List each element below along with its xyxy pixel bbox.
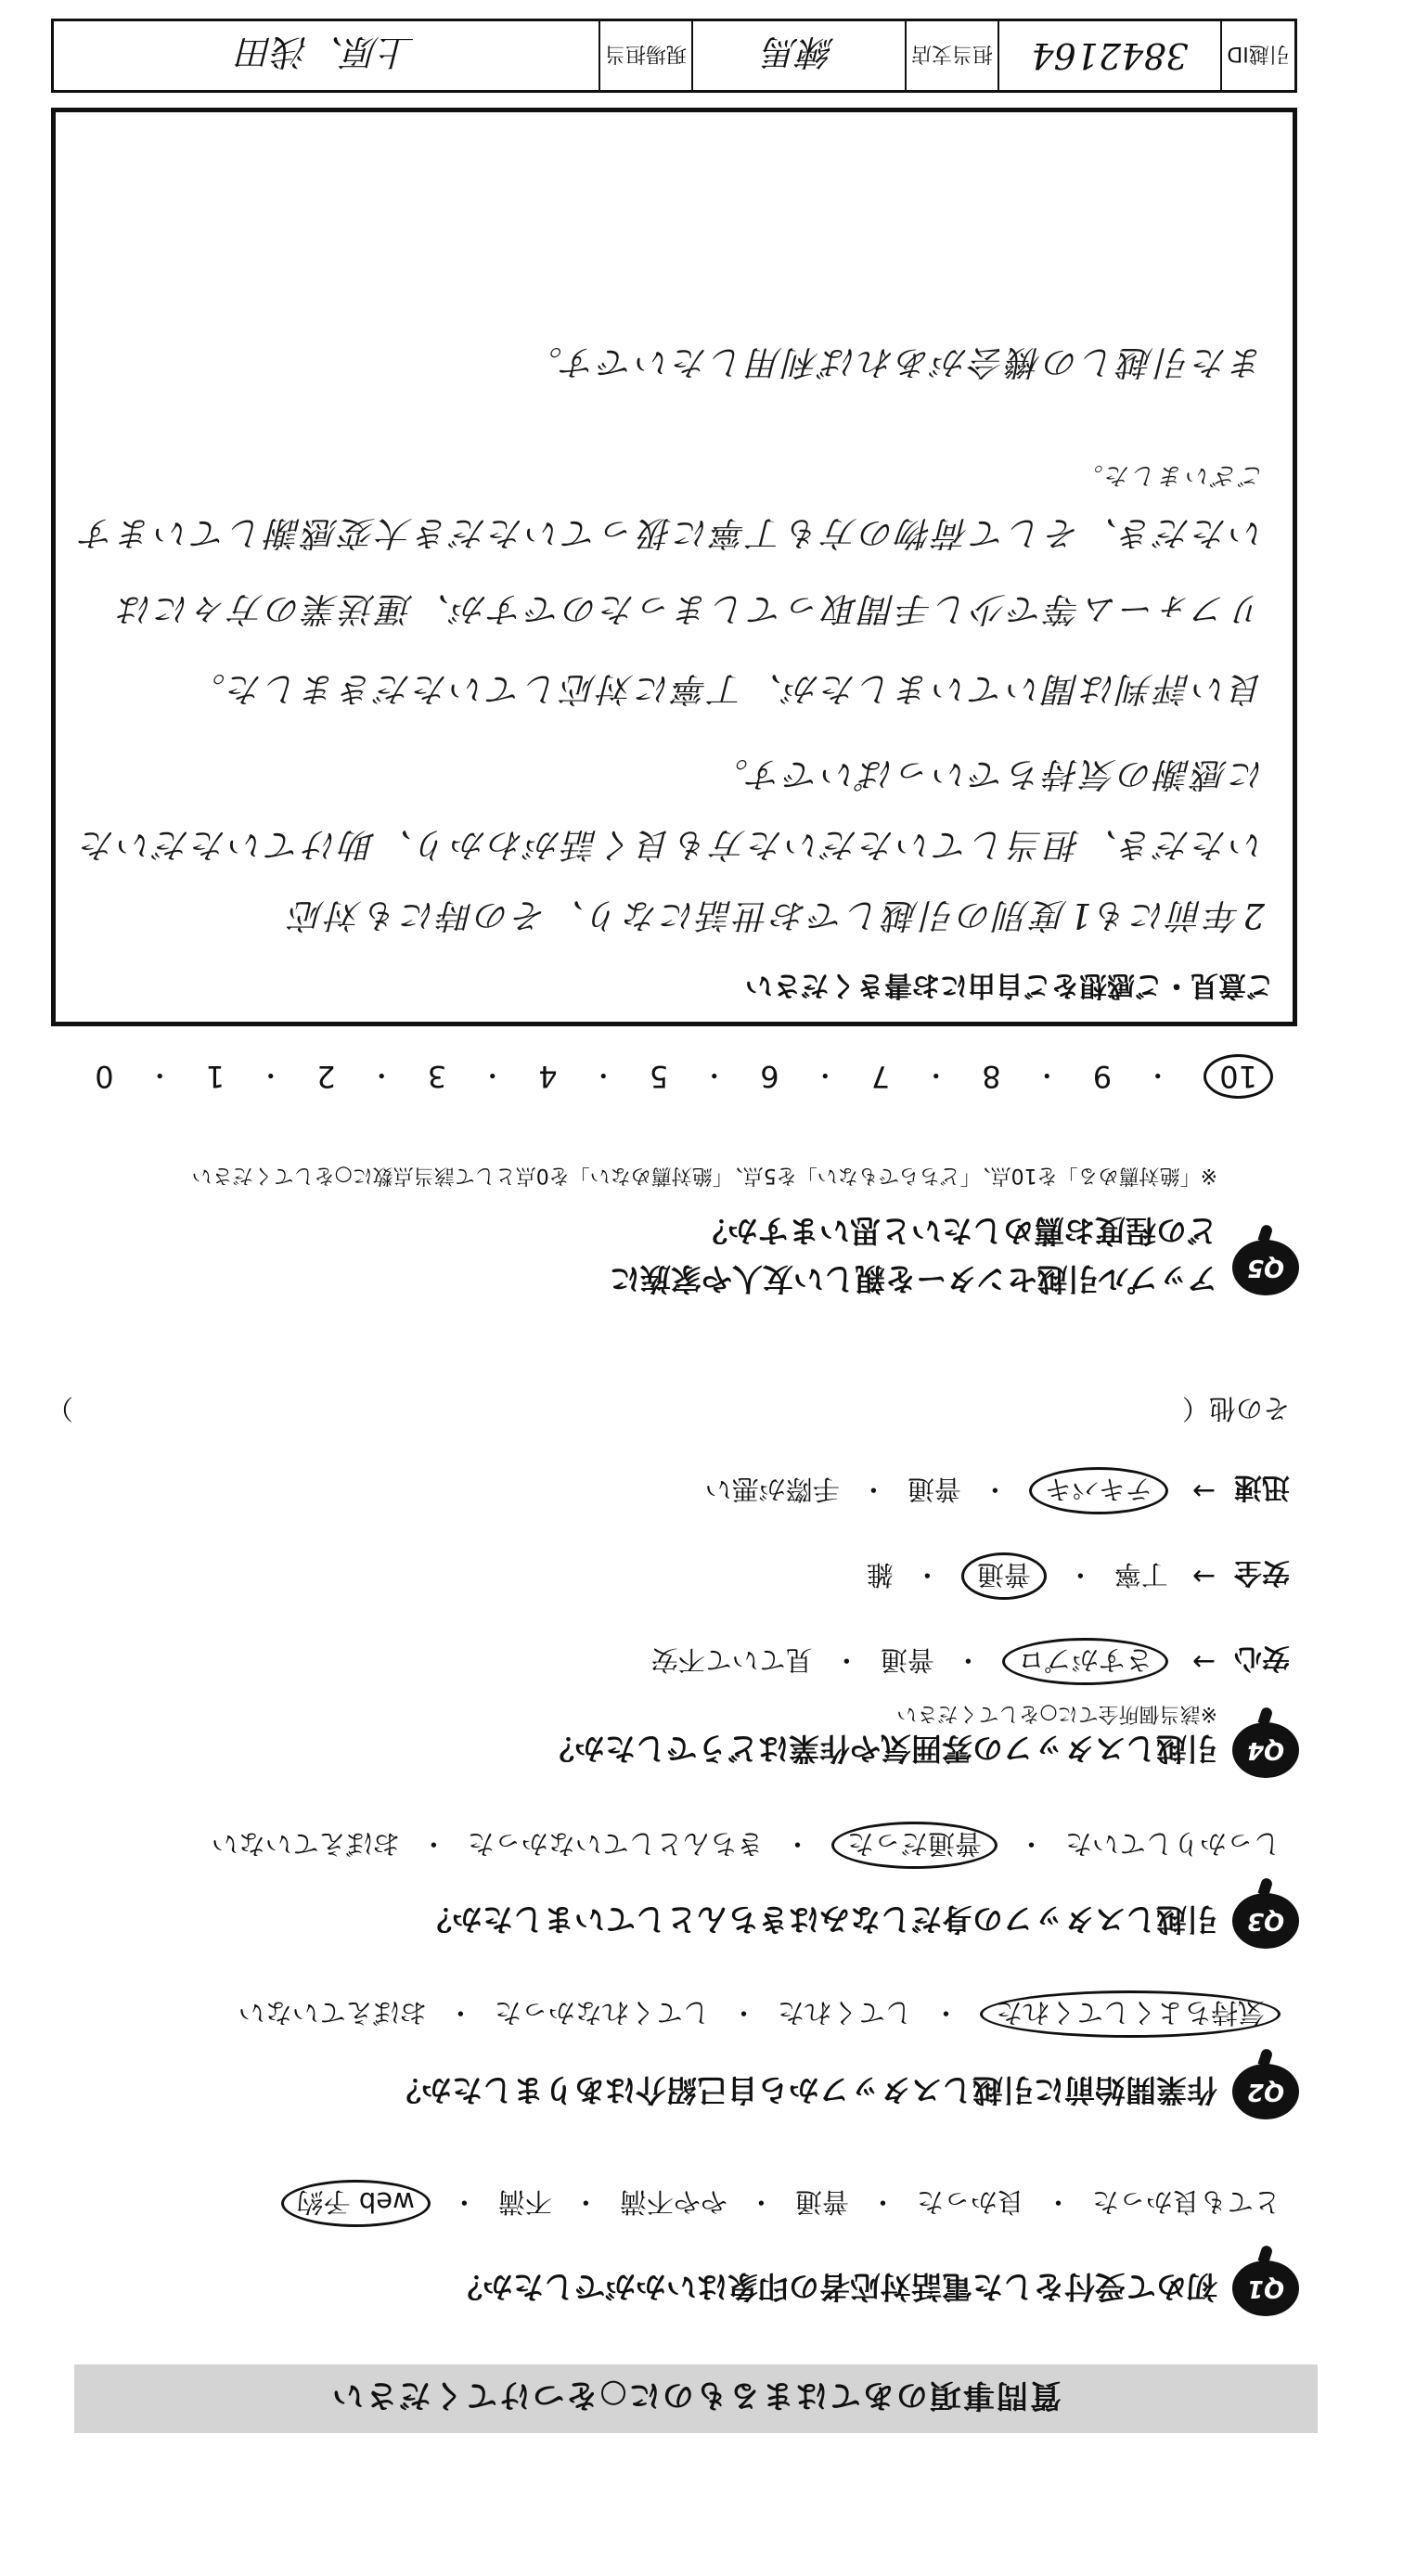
q3-question: 引越しスタッフの身だしなみはきちんとしていましたか？: [421, 1901, 1217, 1938]
q5-score: 3: [427, 1059, 447, 1094]
comment-line: リフォーム等で少し手間取ってしまったのですが、運送業の方々には: [115, 589, 1265, 629]
id-value-cell: 3842164: [998, 21, 1220, 90]
arrow-right-icon: →: [1191, 1645, 1216, 1678]
q1-question: 初めて受付をした電話対応者の印象はいかがでしたか？: [452, 2269, 1217, 2305]
q3-option: しっかりしていた: [1064, 1828, 1281, 1860]
q3-option: おぼえていない: [211, 1828, 400, 1860]
q2-option: してくれた: [777, 1997, 912, 2029]
comment-line: に感謝の気持ちでいっぱいです。: [711, 754, 1265, 794]
q2-options: 気持ちよくしてくれた ・ してくれた ・ してくれなかった ・ おぼえていない: [238, 1990, 1281, 2038]
q1-option: 普通: [794, 2186, 849, 2218]
comments-box: [51, 108, 1297, 1026]
q2-option: してくれなかった: [494, 1997, 710, 2029]
q1-option: やや不満: [619, 2186, 727, 2218]
q5-score: 6: [760, 1059, 779, 1094]
q4-note: ※該当個所全てに○をしてください: [896, 1702, 1217, 1725]
q1-badge: Q1: [1232, 2260, 1299, 2316]
q4-option: 見ていて不安: [650, 1644, 813, 1676]
q2-question: 作業開始前に引越しスタッフから自己紹介はありましたか？: [391, 2072, 1217, 2108]
q1-option-selected: web 予約: [281, 2180, 431, 2227]
q5-score: 5: [649, 1059, 669, 1094]
comments-label: ご意見・ご感想をご自由にお書きください: [745, 969, 1274, 1001]
q4-row-label: 安心: [1234, 1642, 1290, 1675]
q4-option-selected: 普通: [961, 1552, 1047, 1600]
arrow-right-icon: →: [1191, 1475, 1216, 1507]
q2-option-selected: 気持ちよくしてくれた: [980, 1990, 1281, 2038]
q4-badge: Q4: [1232, 1722, 1299, 1778]
q5-score: 8: [982, 1059, 1001, 1094]
q4-other: [46, 1391, 1290, 1429]
q2-option: おぼえていない: [238, 1997, 427, 2029]
branch-value-cell: 練馬: [691, 21, 905, 90]
q4-row-label: 迅速: [1234, 1471, 1290, 1504]
q5-score: 2: [316, 1059, 336, 1094]
q5-score-selected: 10: [1203, 1054, 1273, 1099]
q4-question: 引越しスタッフの雰囲気や作業はどうでしたか？: [544, 1731, 1217, 1767]
q5-score: 4: [538, 1059, 558, 1094]
q4-option: 普通: [880, 1644, 934, 1676]
comment-line: また引越しの機会があれば利用したいです。: [524, 342, 1265, 382]
survey-header: [74, 2364, 1318, 2433]
id-label-cell: 引越ID: [1220, 21, 1294, 90]
q1-option: 良かった: [916, 2186, 1024, 2218]
survey-header-title: 質問事項のあてはまるものに○をつけてください: [330, 2376, 1062, 2415]
q5-badge: Q5: [1232, 1240, 1299, 1295]
arrow-right-icon: →: [1191, 1560, 1216, 1592]
q4-row-label: 安全: [1234, 1556, 1290, 1590]
q4-row-anzen: 安全 → 丁寧 ・ 普通 ・ 雑: [867, 1552, 1290, 1600]
q4-row-jinsoku: 迅速 → テキパキ ・ 普通 ・ 手際が悪い: [705, 1467, 1290, 1514]
q4-other-close: ）: [46, 1393, 74, 1424]
q5-note: ※「絶対薦める」を10点、「どちらでもない」を5点、「絶対薦めない」を0点として該当点数に○をしてください: [191, 1164, 1217, 1187]
q3-option: きちんとしていなかった: [467, 1828, 764, 1860]
q3-option-selected: 普通だった: [831, 1822, 998, 1869]
q4-other-label: その他（: [1181, 1393, 1290, 1424]
comment-line: いただき、そして荷物の方も丁寧に扱っていただき大変感謝しています: [78, 513, 1265, 553]
q5-score: 0: [95, 1059, 114, 1094]
leader-value-cell: 上原、浅田: [238, 32, 415, 73]
q5-score: 9: [1092, 1059, 1113, 1094]
q2-badge: Q2: [1232, 2064, 1299, 2119]
q5-question-line2: どの程度お薦めしたいと思いますか？: [697, 1213, 1217, 1249]
q5-scale: 10 ・ 9 ・ 8 ・ 7 ・ 6 ・ 5 ・ 4 ・ 3 ・ 2 ・ 1 ・ 0: [95, 1054, 1273, 1099]
q3-badge: Q3: [1232, 1893, 1299, 1949]
q4-option: 手際が悪い: [704, 1474, 840, 1505]
q1-option: とても良かった: [1091, 2186, 1281, 2218]
q4-option: 丁寧: [1113, 1559, 1168, 1591]
q4-row-anshin: 安心 → さすがプロ ・ 普通 ・ 見ていて不安: [651, 1638, 1290, 1685]
q5-score: 1: [205, 1059, 225, 1094]
q4-option: 普通: [907, 1474, 961, 1505]
q5-score: 7: [870, 1059, 891, 1094]
q4-option-selected: テキパキ: [1029, 1467, 1168, 1514]
comment-line: 2年前にも1度別の引越しでお世話になり、その時にも対応: [287, 895, 1265, 935]
q4-option-selected: さすがプロ: [1002, 1638, 1168, 1685]
q4-option: 雑: [866, 1559, 894, 1591]
comment-line: ございました。: [1075, 461, 1265, 489]
comment-line: 良い評判は聞いていましたが、丁寧に対応していただきました。: [188, 669, 1265, 709]
leader-label-cell: 現場担当: [599, 21, 691, 90]
q5-question-line1: アップル引越センターを親しい友人や家族に: [609, 1261, 1217, 1297]
comment-line: いただき、担当していただいた方も良く話がわかり、助けていただいた: [78, 825, 1265, 865]
info-table: [51, 19, 1297, 93]
branch-label-cell: 担当支店: [905, 21, 998, 90]
q1-option: 不満: [497, 2186, 552, 2218]
q3-options: しっかりしていた ・ 普通だった ・ きちんとしていなかった ・ おぼえていない: [212, 1822, 1281, 1869]
q1-options: とても良かった ・ 良かった ・ 普通 ・ やや不満 ・ 不満 ・ web 予約: [281, 2180, 1281, 2227]
